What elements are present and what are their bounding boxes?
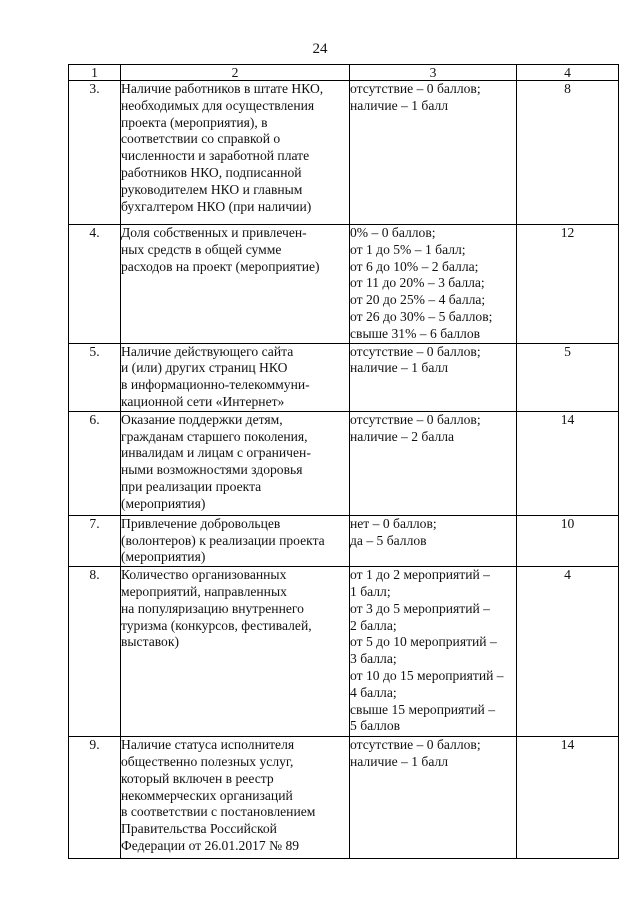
scoring-cell (350, 737, 517, 859)
scoring-line: отсутствие – 0 баллов; (350, 81, 481, 96)
row-number: 4. (69, 225, 121, 344)
scoring-line: от 5 до 10 мероприятий – (350, 634, 497, 650)
criterion-cell (121, 343, 350, 411)
criterion-line: (волонтеров) к реализации проекта (121, 532, 325, 548)
criterion-line: кационной сети «Интернет» (121, 393, 285, 409)
criterion-line: руководителем НКО и главным (121, 181, 303, 197)
scoring-line: 0% – 0 баллов; (350, 225, 436, 240)
table-row (69, 515, 619, 566)
scoring-line: 3 балла; (350, 651, 397, 667)
max-score: 4 (517, 567, 619, 737)
criterion-line: Доля собственных и привлечен- (121, 225, 307, 240)
scoring-line: от 26 до 30% – 5 баллов; (350, 308, 493, 324)
scoring-line: от 10 до 15 мероприятий – (350, 667, 504, 683)
scoring-line: свыше 31% – 6 баллов (350, 325, 481, 341)
criterion-line: инвалидам и лицам с ограничен- (121, 445, 311, 461)
criterion-cell (121, 411, 350, 515)
criterion-cell (121, 567, 350, 737)
criterion-line: некоммерческих организаций (121, 787, 293, 803)
criterion-line: Привлечение добровольцев (121, 515, 281, 531)
column-header: 3 (350, 65, 517, 81)
criterion-line: при реализации проекта (121, 478, 262, 494)
table-body (69, 81, 619, 859)
row-number: 8. (69, 567, 121, 737)
criterion-line: соответствии со справкой о (121, 131, 281, 147)
criterion-line: Федерации от 26.01.2017 № 89 (121, 837, 300, 853)
max-score: 10 (517, 515, 619, 566)
table-row (69, 411, 619, 515)
scoring-line: от 3 до 5 мероприятий – (350, 600, 490, 616)
scoring-cell (350, 411, 517, 515)
scoring-line: 5 баллов (350, 718, 401, 734)
criterion-line: Наличие работников в штате НКО, (121, 81, 324, 96)
scoring-line: от 1 до 2 мероприятий – (350, 567, 490, 583)
scoring-cell (350, 567, 517, 737)
row-number: 6. (69, 411, 121, 515)
criterion-line: Количество организованных (121, 567, 287, 583)
max-score: 14 (517, 411, 619, 515)
criterion-line: Наличие действующего сайта (121, 343, 294, 359)
criteria-table (68, 64, 619, 859)
table-header-row (69, 65, 619, 81)
row-number: 7. (69, 515, 121, 566)
scoring-line: от 20 до 25% – 4 балла; (350, 292, 486, 308)
column-header: 4 (517, 65, 619, 81)
criterion-line: проекта (мероприятия), в (121, 114, 268, 130)
criterion-line: работников НКО, подписанной (121, 164, 302, 180)
criterion-line: Правительства Российской (121, 821, 277, 837)
criterion-line: и (или) других страниц НКО (121, 360, 288, 376)
criterion-line: (мероприятия) (121, 549, 206, 565)
criterion-line: выставок) (121, 634, 179, 650)
column-header: 1 (69, 65, 121, 81)
criterion-line: мероприятий, направленных (121, 583, 287, 599)
scoring-cell (350, 225, 517, 344)
criterion-line: гражданам старшего поколения, (121, 428, 308, 444)
max-score: 5 (517, 343, 619, 411)
scoring-line: 2 балла; (350, 617, 397, 633)
criterion-line: ных средств в общей сумме (121, 241, 282, 257)
max-score: 8 (517, 81, 619, 225)
criterion-line: бухгалтером НКО (при наличии) (121, 198, 312, 214)
table-row (69, 81, 619, 225)
scoring-line: от 11 до 20% – 3 балла; (350, 275, 485, 291)
max-score: 14 (517, 737, 619, 859)
scoring-line: наличие – 1 балл (350, 360, 449, 376)
criterion-line: в соответствии с постановлением (121, 804, 316, 820)
scoring-line: наличие – 2 балла (350, 428, 455, 444)
scoring-line: да – 5 баллов (350, 532, 427, 548)
table-row (69, 225, 619, 344)
criterion-cell (121, 515, 350, 566)
criterion-line: общественно полезных услуг, (121, 753, 294, 769)
scoring-line: 4 балла; (350, 684, 397, 700)
criterion-line: на популяризацию внутреннего (121, 600, 304, 616)
scoring-cell (350, 515, 517, 566)
criterion-line: туризма (конкурсов, фестивалей, (121, 617, 312, 633)
scoring-line: от 1 до 5% – 1 балл; (350, 241, 466, 257)
criterion-line: расходов на проект (мероприятие) (121, 258, 320, 274)
criterion-line: необходимых для осуществления (121, 97, 315, 113)
scoring-cell (350, 343, 517, 411)
scoring-line: наличие – 1 балл (350, 97, 449, 113)
row-number: 5. (69, 343, 121, 411)
table-row (69, 343, 619, 411)
criterion-line: (мероприятия) (121, 495, 206, 511)
criterion-line: Наличие статуса исполнителя (121, 737, 295, 753)
row-number: 9. (69, 737, 121, 859)
page-number: 24 (312, 41, 328, 57)
criterion-line: ными возможностями здоровья (121, 462, 303, 478)
scoring-line: 1 балл; (350, 583, 391, 599)
scoring-line: отсутствие – 0 баллов; (350, 411, 481, 427)
criterion-line: численности и заработной плате (121, 148, 310, 164)
table-row (69, 567, 619, 737)
scoring-line: отсутствие – 0 баллов; (350, 343, 481, 359)
scoring-line: отсутствие – 0 баллов; (350, 737, 481, 753)
scoring-line: свыше 15 мероприятий – (350, 701, 495, 717)
criterion-cell (121, 81, 350, 225)
column-header: 2 (121, 65, 350, 81)
max-score: 12 (517, 225, 619, 344)
criterion-cell (121, 737, 350, 859)
scoring-line: нет – 0 баллов; (350, 515, 437, 531)
scoring-cell (350, 81, 517, 225)
scoring-line: от 6 до 10% – 2 балла; (350, 258, 479, 274)
row-number: 3. (69, 81, 121, 225)
criterion-cell (121, 225, 350, 344)
criterion-line: который включен в реестр (121, 770, 274, 786)
scoring-line: наличие – 1 балл (350, 753, 449, 769)
criterion-line: Оказание поддержки детям, (121, 411, 283, 427)
criterion-line: в информационно-телекоммуни- (121, 377, 310, 393)
table-row (69, 737, 619, 859)
